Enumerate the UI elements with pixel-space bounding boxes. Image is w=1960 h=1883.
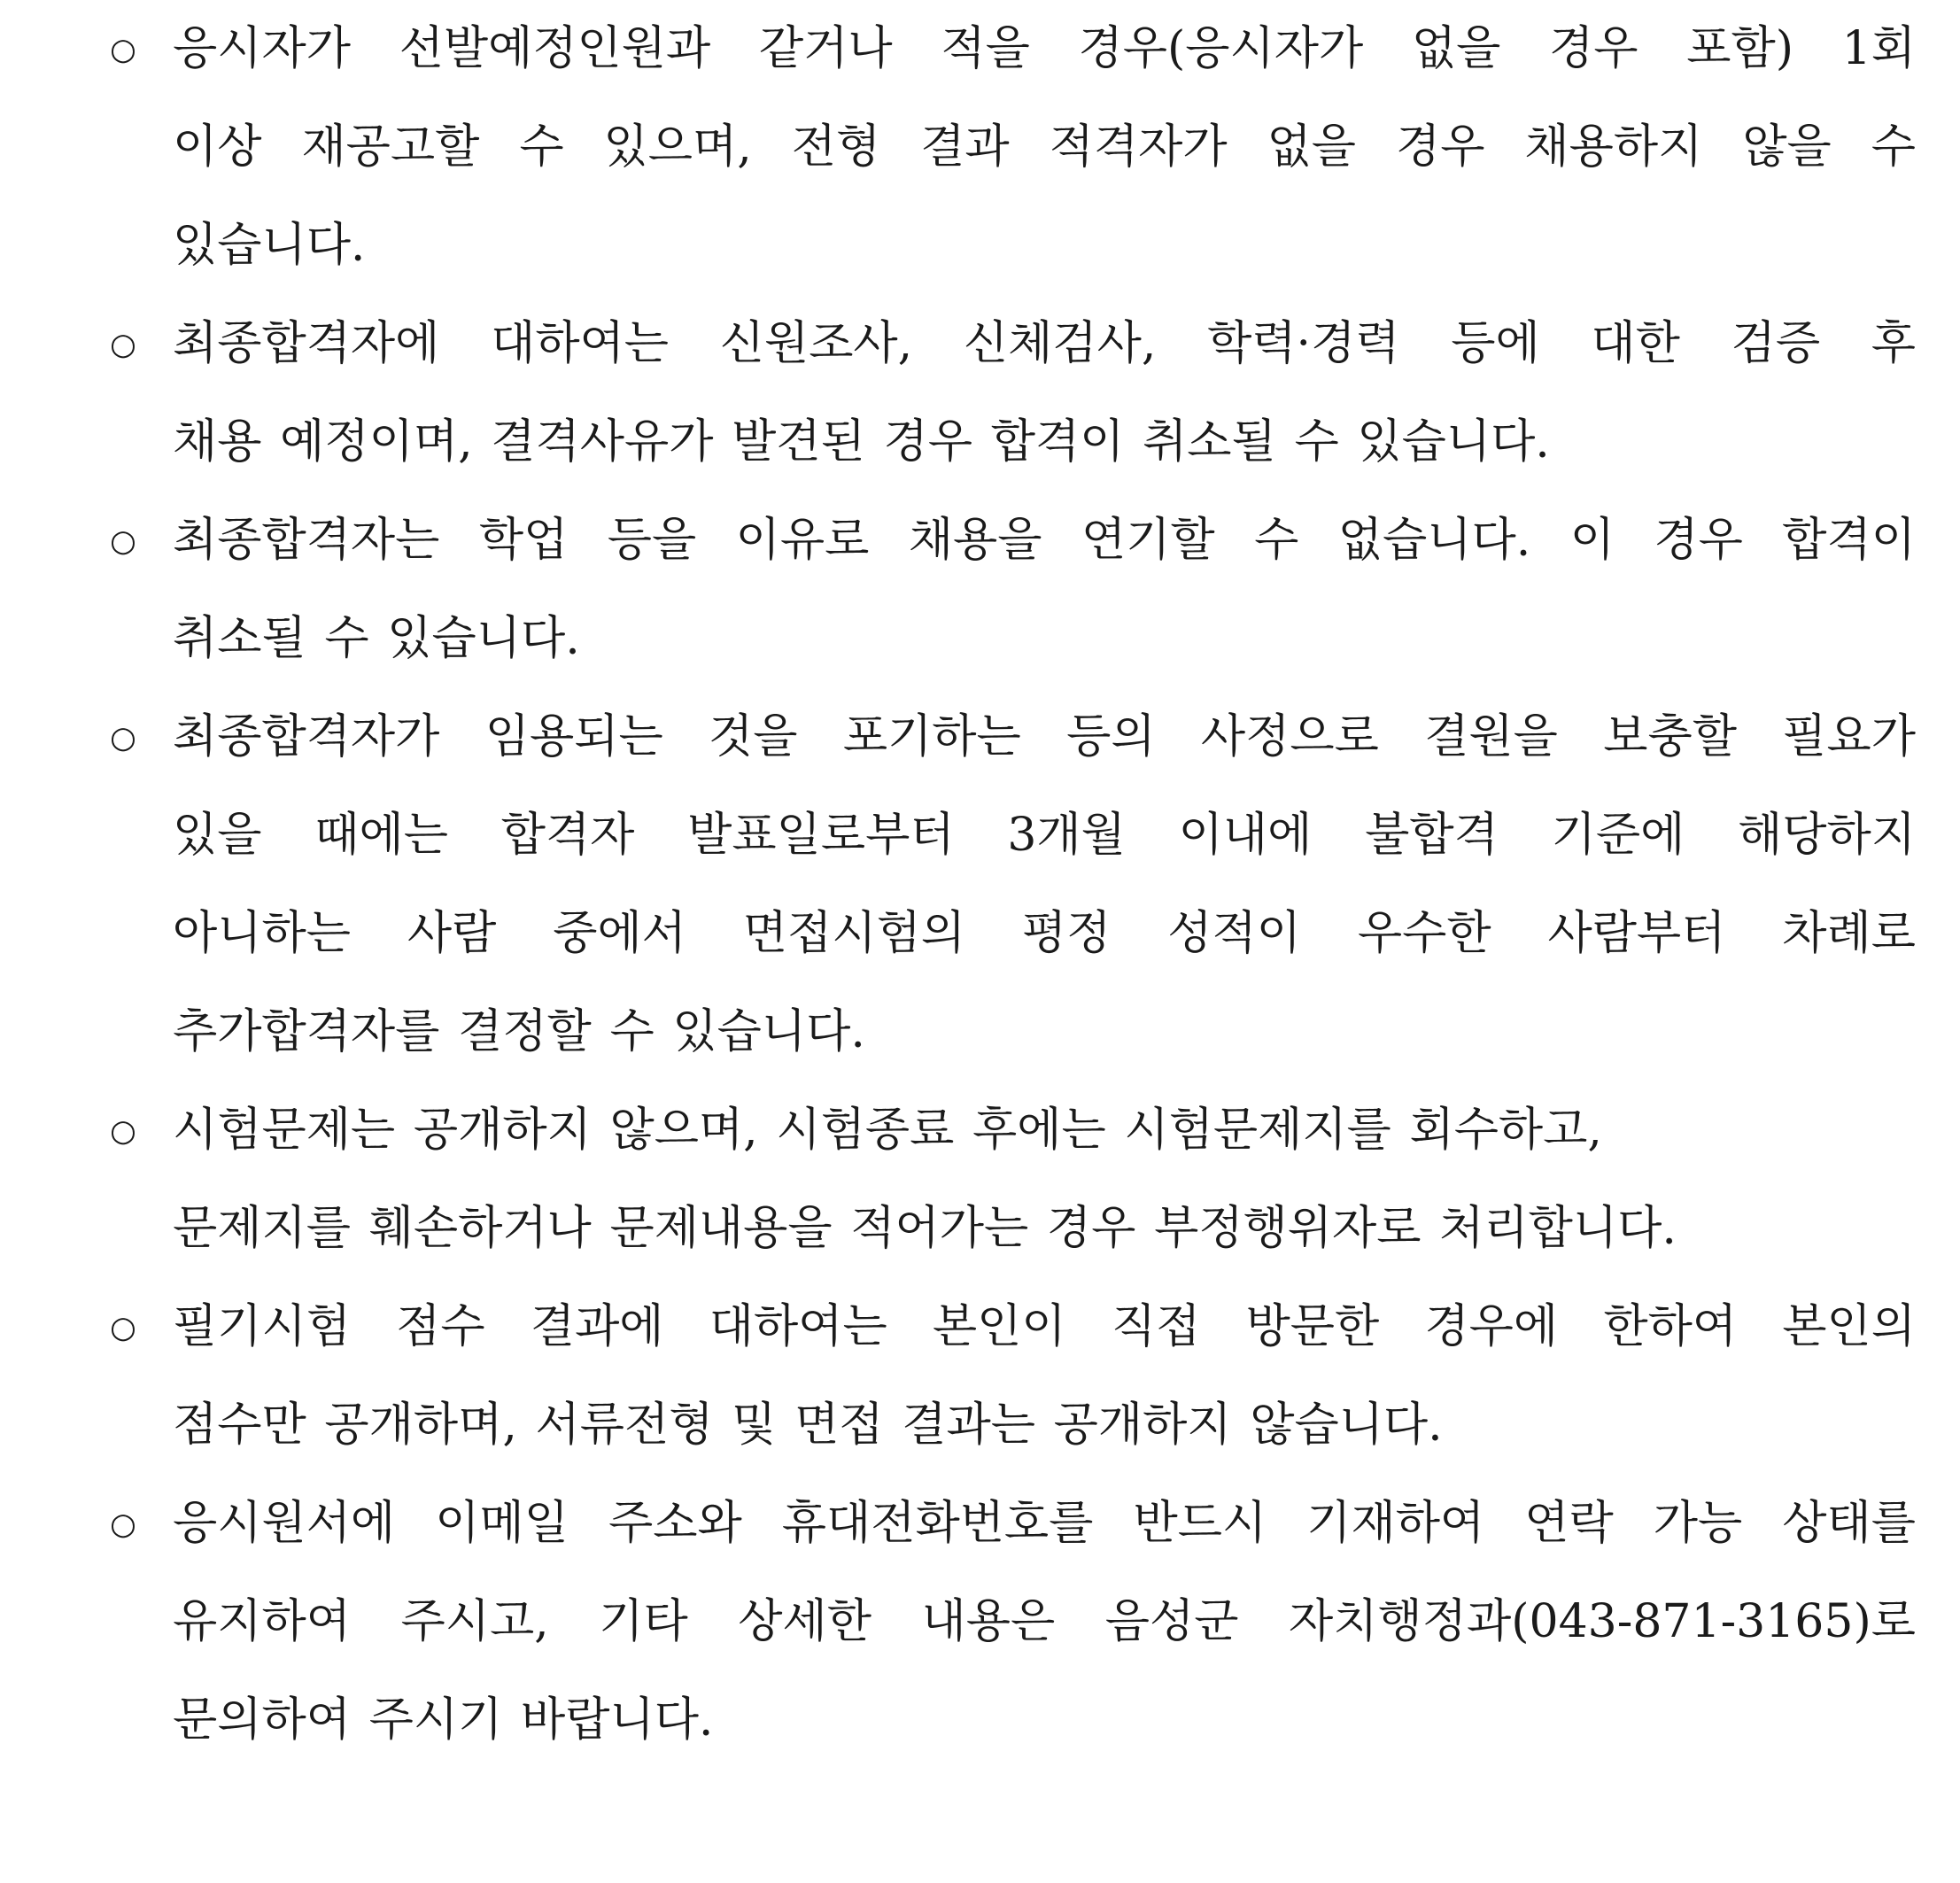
notice-text-line: 응시자가 선발예정인원과 같거나 적을 경우(응시자가 없을 경우 포함) 1회 bbox=[173, 22, 1916, 75]
notice-item bbox=[0, 1278, 1960, 1475]
notice-item bbox=[0, 295, 1960, 492]
notice-text-line: 이상 재공고할 수 있으며, 전형 결과 적격자가 없을 경우 채용하지 않을 수 bbox=[173, 120, 1916, 174]
notice-text-line: 필기시험 점수 결과에 대하여는 본인이 직접 방문한 경우에 한하여 본인의 bbox=[173, 1300, 1916, 1353]
notice-text-line: 점수만 공개하며, 서류전형 및 면접 결과는 공개하지 않습니다. bbox=[173, 1399, 1443, 1452]
notice-item bbox=[0, 1081, 1960, 1278]
notice-item bbox=[0, 1475, 1960, 1770]
notice-item bbox=[0, 0, 1960, 295]
notice-item bbox=[0, 492, 1960, 688]
bullet-circle-icon: ○ bbox=[110, 31, 136, 67]
notice-text-line: 최종합격자는 학업 등을 이유로 채용을 연기할 수 없습니다. 이 경우 합격이 bbox=[173, 514, 1916, 567]
notice-text-line: 최종합격자가 임용되는 것을 포기하는 등의 사정으로 결원을 보충할 필요가 bbox=[173, 710, 1916, 763]
notice-text-line: 최종합격자에 대하여는 신원조사, 신체검사, 학력·경력 등에 대한 검증 후 bbox=[173, 317, 1916, 370]
notice-text-line: 취소될 수 있습니다. bbox=[173, 612, 580, 665]
bullet-circle-icon: ○ bbox=[110, 719, 136, 756]
notice-text-line: 아니하는 사람 중에서 면접시험의 평정 성적이 우수한 사람부터 차례로 bbox=[173, 907, 1916, 960]
notice-text-line: 유지하여 주시고, 기타 상세한 내용은 음성군 자치행정과(043-871-3165)로 bbox=[173, 1595, 1916, 1648]
notice-item bbox=[0, 688, 1960, 1081]
notice-text-line: 문의하여 주시기 바랍니다. bbox=[173, 1693, 714, 1747]
notice-text-line: 있습니다. bbox=[173, 219, 366, 272]
notice-text-line: 시험문제는 공개하지 않으며, 시험종료 후에는 시험문제지를 회수하고, bbox=[173, 1104, 1602, 1157]
bullet-circle-icon: ○ bbox=[110, 523, 136, 559]
notice-text-line: 추가합격자를 결정할 수 있습니다. bbox=[173, 1005, 865, 1058]
notice-text-line: 채용 예정이며, 결격사유가 발견된 경우 합격이 취소될 수 있습니다. bbox=[173, 415, 1550, 469]
bullet-circle-icon: ○ bbox=[110, 1309, 136, 1345]
notice-text-line: 문제지를 훼손하거나 문제내용을 적어가는 경우 부정행위자로 처리합니다. bbox=[173, 1202, 1677, 1255]
notice-text-line: 있을 때에는 합격자 발표일로부터 3개월 이내에 불합격 기준에 해당하지 bbox=[173, 809, 1916, 862]
bullet-circle-icon: ○ bbox=[110, 1112, 136, 1149]
notice-text-line: 응시원서에 이메일 주소와 휴대전화번호를 반드시 기재하여 연락 가능 상태를 bbox=[173, 1497, 1916, 1550]
bullet-circle-icon: ○ bbox=[110, 326, 136, 362]
bullet-circle-icon: ○ bbox=[110, 1506, 136, 1542]
